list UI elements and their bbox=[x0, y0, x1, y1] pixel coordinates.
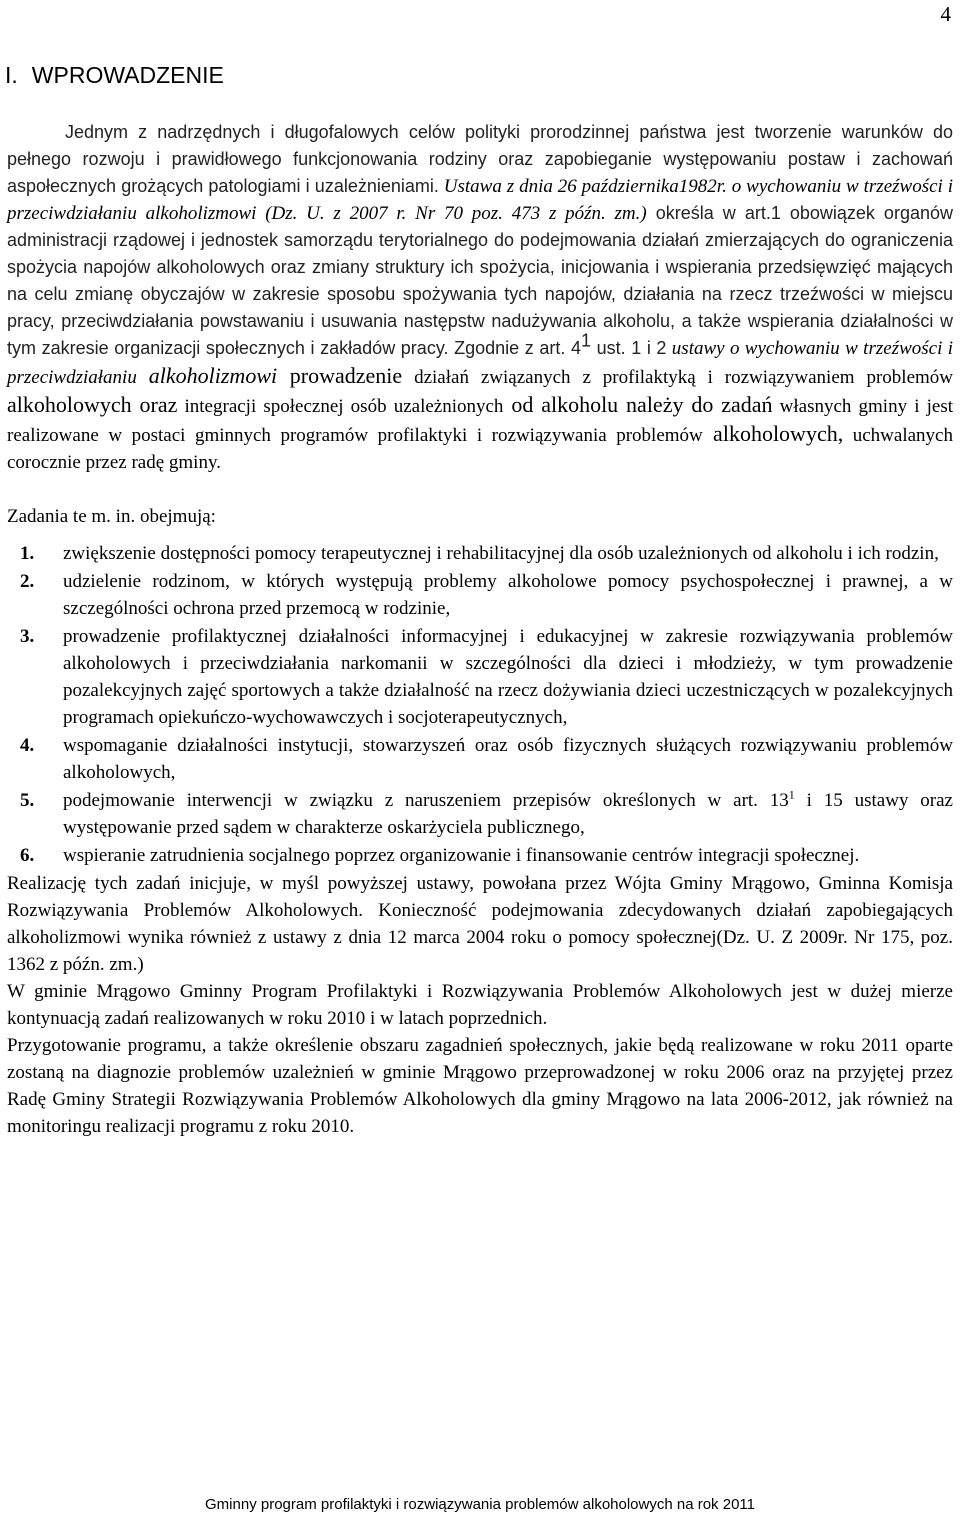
intro-paragraph bbox=[7, 119, 953, 476]
law-name: ustawy o wychowaniu w trzeźwości i przeciwdziałaniu bbox=[7, 338, 953, 388]
page-number: 4 bbox=[940, 2, 951, 26]
law-citation: Ustawa z dnia 26 października1982r. o wychowaniu w trzeźwości i przeciwdziałaniu alkoholizmowi (Dz. U. z 2007 r. Nr 70 poz. 473 z późn. zm.) bbox=[7, 176, 953, 224]
list-item-text-a: podejmowanie interwencji w związku z naruszeniem przepisów określonych w art. 13 bbox=[63, 790, 789, 811]
intro-text-3: ust. 1 i 2 bbox=[590, 338, 667, 358]
intro-text-4: prowadzenie bbox=[277, 363, 403, 388]
list-item bbox=[7, 787, 953, 841]
list-item-text: zwiększenie dostępności pomocy terapeutycznej i rehabilitacyjnej dla osób uzależnionych od alkoholu i ich rodzin, bbox=[63, 543, 939, 564]
tasks-intro: Zadania te m. in. obejmują: bbox=[7, 506, 216, 527]
closing-paragraph: W gminie Mrągowo Gminny Program Profilaktyki i Rozwiązywania Problemów Alkoholowych jest w dużej mierze kontynuacją zadań realizowanych w roku 2010 i w latach poprzednich. bbox=[7, 981, 953, 1029]
article-superscript: 1 bbox=[580, 330, 591, 351]
closing-paragraph: Przygotowanie programu, a także określenie obszaru zagadnień społecznych, jakie będą realizowane w roku 2011 oparte zostaną na diagnozie problemów uzależnień w gminie Mrągowo przeprowadzonej w roku 2006 oraz na przyjętej przez Radę Gminy Strategii Rozwiązywania Problemów Alkoholowych dla gminy Mrągowo na lata 2006-2012, jak również na monitoringu realizacji programu z roku 2010. bbox=[7, 1035, 953, 1137]
list-item-text: wspomaganie działalności instytucji, stowarzyszeń oraz osób fizycznych służących rozwiązywaniu problemów alkoholowych, bbox=[63, 735, 953, 783]
list-item-text: prowadzenie profilaktycznej działalności informacyjnej i edukacyjnej w zakresie rozwiązywania problemów alkoholowych i przeciwdziałania narkomanii w szczególności dla dzieci i młodzieży, w tym prowadzenie pozalekcyjnych zajęć sportowych a także działalność na rzecz dożywiania dzieci uczestniczących w pozalekcyjnych programach opiekuńczo-wychowawczych i socjoterapeutycznych, bbox=[63, 626, 953, 728]
section-number: I. bbox=[5, 62, 18, 88]
list-item bbox=[7, 623, 953, 731]
intro-text-7: integracji społecznej osób uzależnionych bbox=[177, 396, 504, 417]
law-name-end: alkoholizmowi bbox=[148, 363, 278, 388]
document-body bbox=[7, 119, 953, 1140]
list-item bbox=[7, 540, 953, 567]
intro-text-11: uchwalanych corocznie przez radę gminy. bbox=[7, 425, 953, 473]
intro-text-9: własnych gminy i jest realizowane w postaci gminnych programów profilaktyki i rozwiązywania problemów bbox=[7, 396, 954, 446]
list-item-number: 6. bbox=[20, 845, 35, 866]
list-item-text-b: i 15 ustawy oraz występowanie przed sądem w charakterze oskarżyciela publicznego, bbox=[63, 790, 953, 838]
intro-text-1: Jednym z nadrzędnych i długofalowych celów polityki prorodzinnej państwa jest tworzenie warunków do pełnego rozwoju i prawidłowego funkcjonowania rodziny oraz zapobieganie występowaniu postaw i zachowań aspołecznych grożących patologiami i uzależnieniami. bbox=[7, 122, 953, 196]
list-item-number: 3. bbox=[20, 626, 35, 647]
intro-text-5: działań związanych z profilaktyką i rozwiązywaniem problemów bbox=[402, 367, 954, 388]
page-footer: Gminny program profilaktyki i rozwiązywania problemów alkoholowych na rok 2011 bbox=[205, 1496, 755, 1513]
list-item-text: wspieranie zatrudnienia socjalnego poprzez organizowanie i finansowanie centrów integracji społecznej. bbox=[63, 845, 860, 866]
list-item bbox=[7, 842, 953, 869]
section-heading bbox=[5, 62, 224, 89]
intro-text-8: od alkoholu należy do zadań bbox=[503, 392, 773, 417]
list-item-number: 4. bbox=[20, 735, 35, 756]
list-item-number: 1. bbox=[20, 543, 35, 564]
list-item-number: 5. bbox=[20, 790, 35, 811]
article-superscript: 1 bbox=[788, 787, 795, 802]
list-item-number: 2. bbox=[20, 571, 35, 592]
section-title: WPROWADZENIE bbox=[31, 62, 224, 88]
list-item bbox=[7, 568, 953, 622]
list-item-text bbox=[63, 787, 953, 841]
intro-text-6: alkoholowych oraz bbox=[7, 392, 178, 417]
list-item bbox=[7, 732, 953, 786]
list-item-text: udzielenie rodzinom, w których występują problemy alkoholowe pomocy psychospołecznej i prawnej, a w szczególności ochrona przed przemocą w rodzinie, bbox=[63, 571, 953, 619]
tasks-list bbox=[7, 540, 953, 869]
intro-text-10: alkoholowych, bbox=[702, 421, 844, 446]
intro-text-2: określa w art.1 obowiązek organów administracji rządowej i jednostek samorządu terytorialnego do podejmowania działań zmierzających do ograniczenia spożycia napojów alkoholowych oraz zmiany struktury ich spożycia, inicjowania i wspierania przedsięwzięć mających na celu zmianę obyczajów w zakresie sposobu spożywania tych napojów, działania na rzecz trzeźwości w miejscu pracy, przeciwdziałania powstawaniu i usuwania następstw nadużywania alkoholu, a także wspierania działalności w tym zakresie organizacji społecznych i zakładów pracy. Zgodnie z art. 4 bbox=[7, 203, 953, 358]
closing-paragraph: Realizację tych zadań inicjuje, w myśl powyższej ustawy, powołana przez Wójta Gminy Mrągowo, Gminna Komisja Rozwiązywania Problemów Alkoholowych. Konieczność podejmowania zdecydowanych działań zapobiegających alkoholizmowi wynika również z ustawy z dnia 12 marca 2004 roku o pomocy społecznej(Dz. U. Z 2009r. Nr 175, poz. 1362 z późn. zm.) bbox=[7, 873, 953, 975]
